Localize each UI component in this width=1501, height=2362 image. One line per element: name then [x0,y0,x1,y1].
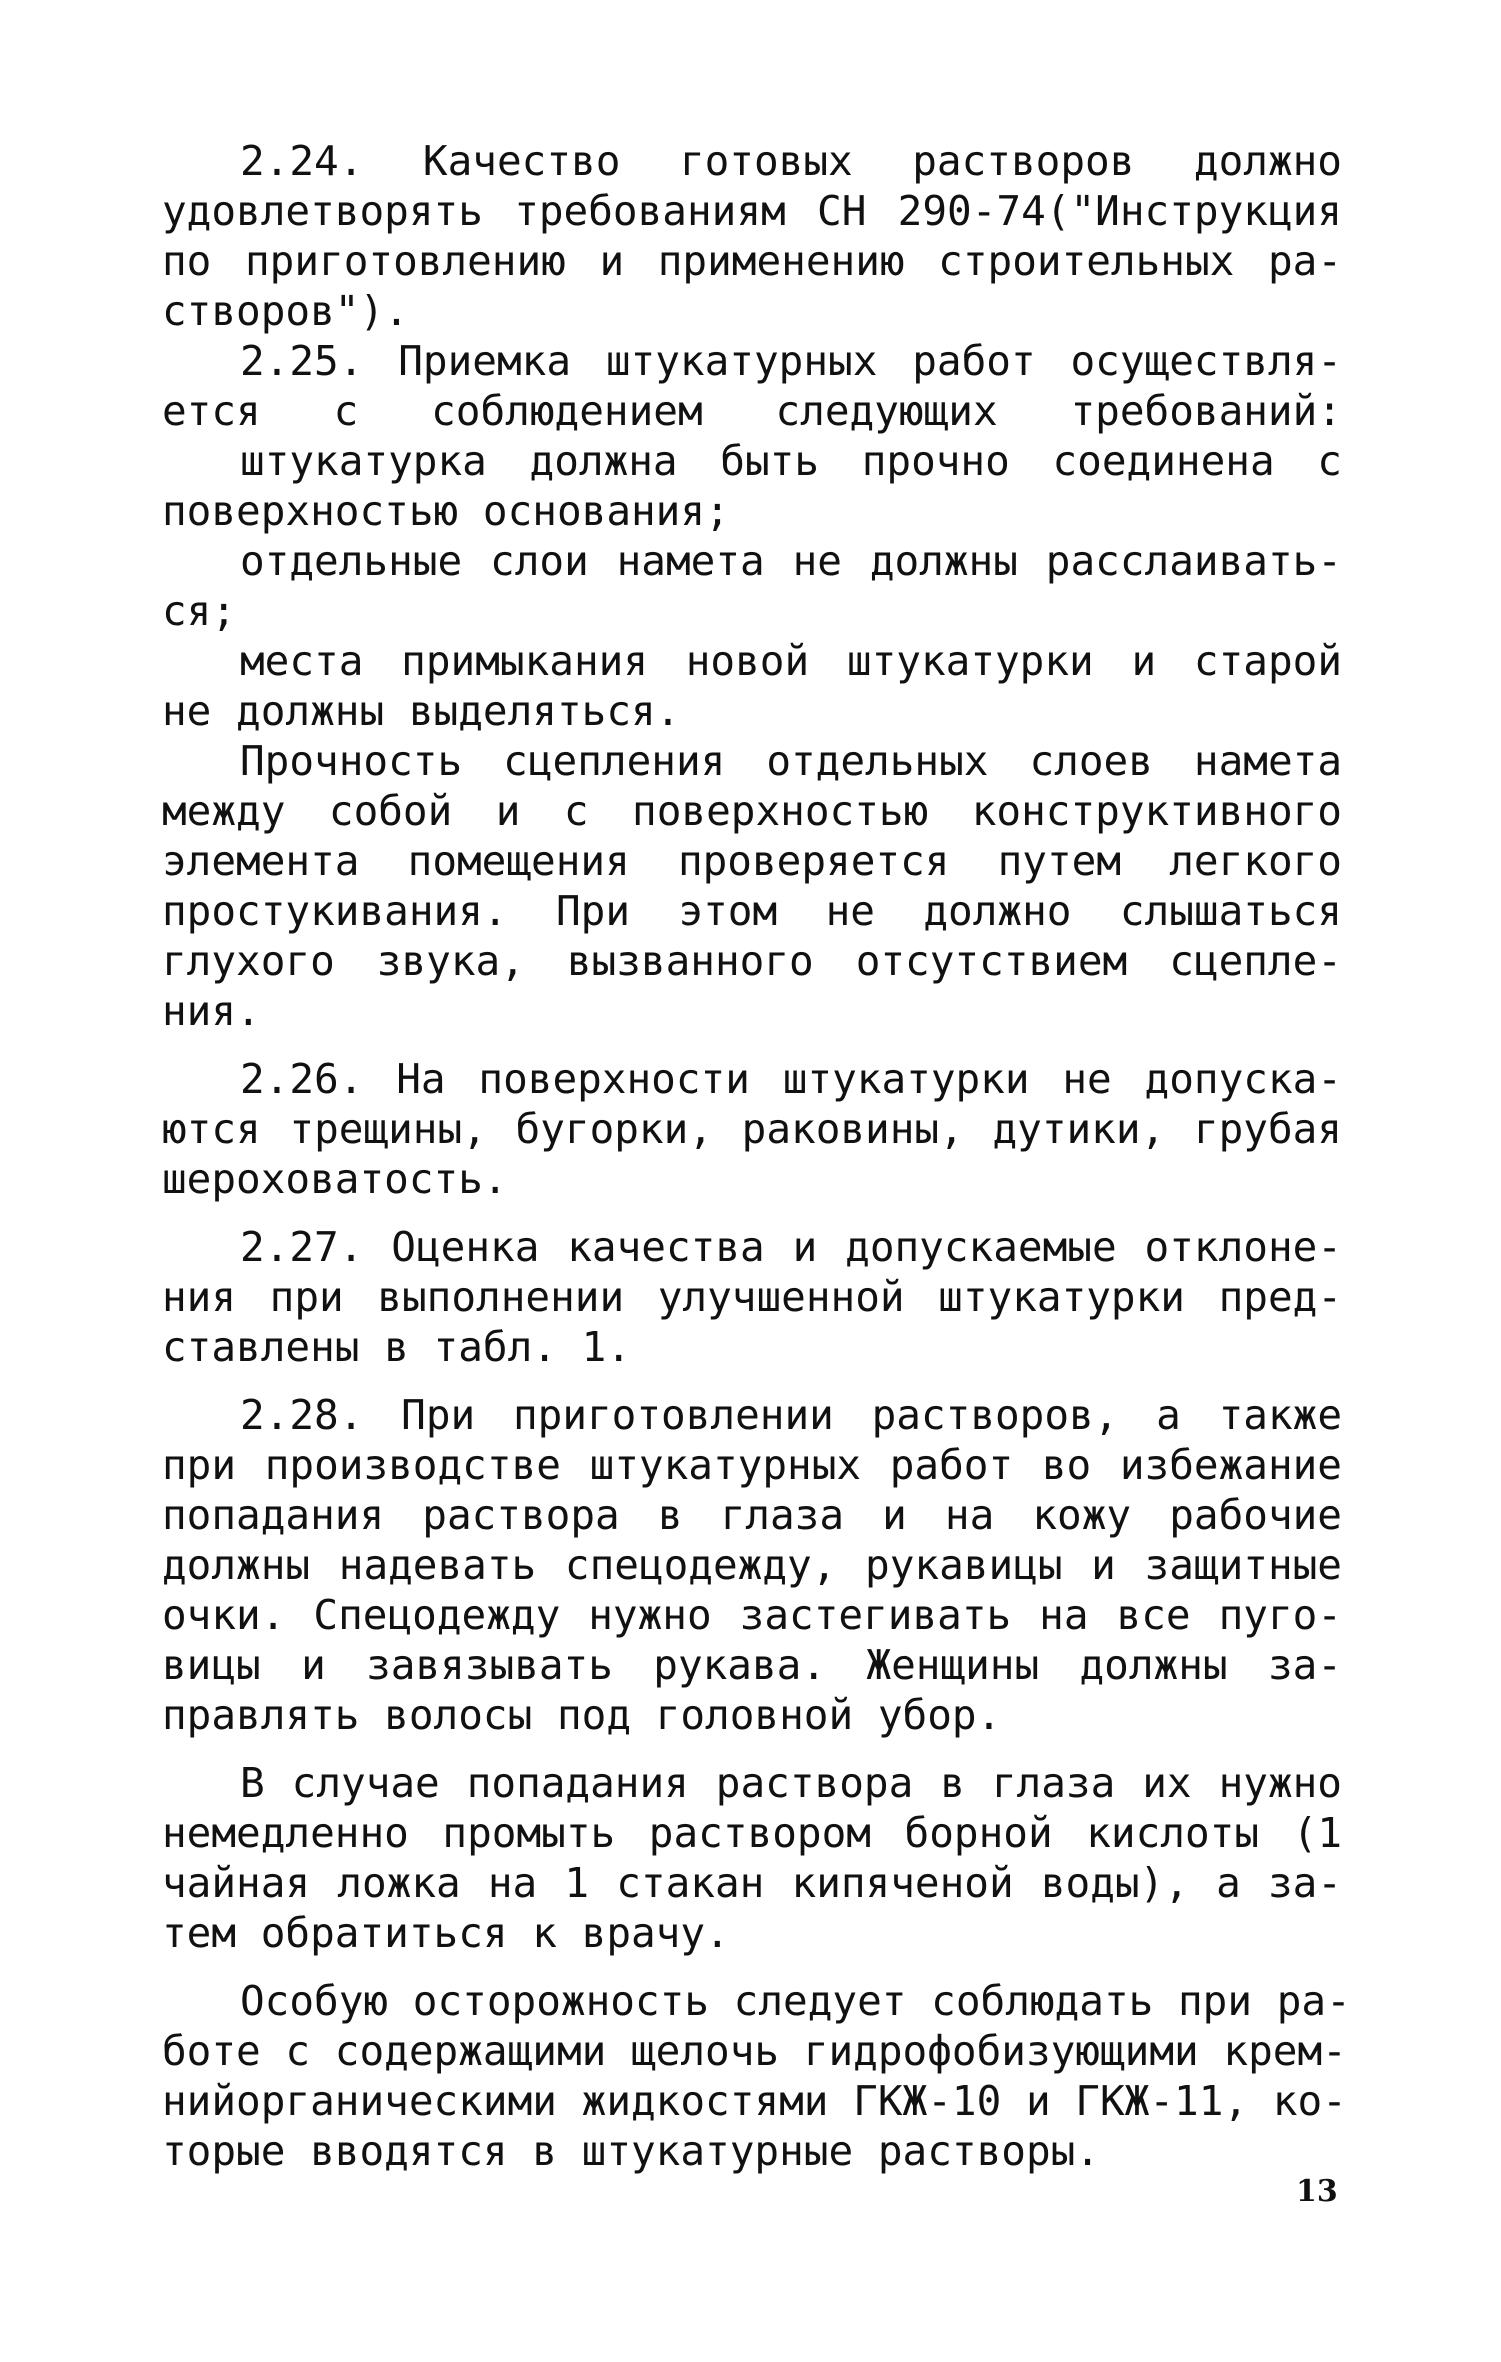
text-line: шероховатость. [162,1155,508,1203]
text-line: штукатурка должна быть прочно соединена с [240,437,1342,485]
text-line: поверхностью основания; [162,487,730,535]
text-line: ся; [162,587,237,635]
text-line: должны надевать спецодежду, рукавицы и защитные [162,1541,1342,1589]
text-line: ния. [162,987,261,1035]
page-number: 13 [1296,2174,1338,2209]
text-line-clause-2-27: 2.27. Оценка качества и допускаемые отклоне- [240,1223,1342,1271]
text-line: правлять волосы под головной убор. [162,1691,1002,1739]
text-line-clause-2-28: 2.28. При приготовлении растворов, а также [240,1391,1342,1439]
text-line: глухого звука, вызванного отсутствием сцепле- [162,937,1342,985]
text-line: ется с соблюдением следующих требований: [162,387,1342,435]
text-line: нийорганическими жидкостями ГКЖ-10 и ГКЖ-11, ко- [162,2077,1347,2125]
text-line: чайная ложка на 1 стакан кипяченой воды), а за- [162,1859,1342,1907]
text-line: В случае попадания раствора в глаза их нужно [240,1759,1342,1807]
text-line: отдельные слои намета не должны расслаивать- [240,537,1342,585]
text-line-clause-2-26: 2.26. На поверхности штукатурки не допуска- [240,1055,1342,1103]
text-line: не должны выделяться. [162,687,681,735]
text-line: попадания раствора в глаза и на кожу рабочие [162,1491,1342,1539]
text-line: боте с содержащими щелочь гидрофобизующими крем- [162,2027,1347,2075]
text-line: места примыкания новой штукатурки и старой [240,637,1342,685]
text-line: тем обратиться к врачу. [162,1909,730,1957]
text-line: по приготовлению и применению строительных ра- [162,237,1342,285]
text-line: элемента помещения проверяется путем легкого [162,837,1342,885]
text-line: Прочность сцепления отдельных слоев намета [240,737,1342,785]
text-line: удовлетворять требованиям СН 290-74("Инструкция [162,187,1342,235]
text-line: торые вводятся в штукатурные растворы. [162,2127,1100,2175]
text-line-clause-2-25: 2.25. Приемка штукатурных работ осуществля- [240,337,1342,385]
text-line: между собой и с поверхностью конструктивного [162,787,1342,835]
text-line: при производстве штукатурных работ во избежание [162,1441,1342,1489]
text-line: немедленно промыть раствором борной кислоты (1 [162,1809,1342,1857]
text-line: ются трещины, бугорки, раковины, дутики, грубая [162,1105,1342,1153]
text-line-clause-2-24: 2.24. Качество готовых растворов должно [240,137,1342,185]
text-line: ставлены в табл. 1. [162,1323,631,1371]
text-line: вицы и завязывать рукава. Женщины должны за- [162,1641,1342,1689]
text-line: створов"). [162,287,409,335]
text-line: очки. Спецодежду нужно застегивать на все пуго- [162,1591,1342,1639]
text-line: Особую осторожность следует соблюдать при ра- [240,1977,1351,2025]
text-line: простукивания. При этом не должно слышаться [162,887,1342,935]
text-line: ния при выполнении улучшенной штукатурки пред- [162,1273,1342,1321]
